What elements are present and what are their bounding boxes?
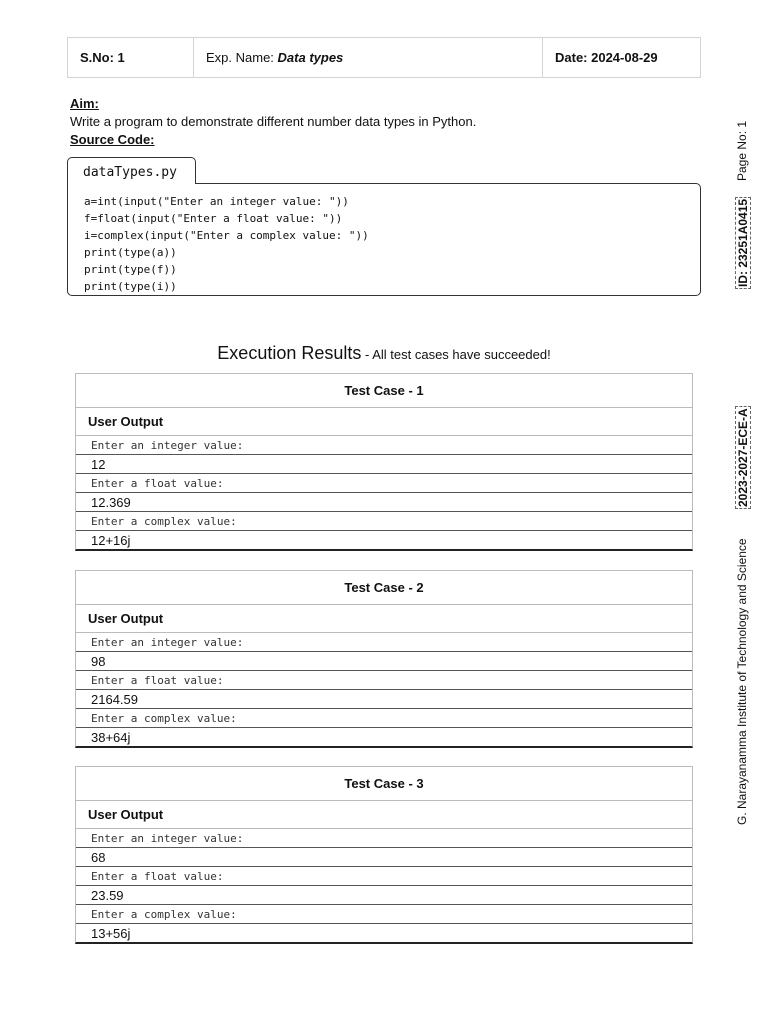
test-case-title: Test Case - 1 [76,374,692,408]
institute-name: G. Narayanamma Institute of Technology and Science [735,538,749,825]
user-output-label: User Output [76,408,692,436]
batch-label: 2023-2027-ECE-A [736,408,750,507]
results-status-text: - All test cases have succeeded! [361,347,551,362]
experiment-name-value: Data types [277,50,344,65]
output-prompt: Enter an integer value: [76,436,692,455]
output-prompt: Enter a float value: [76,474,692,493]
code-line: print(type(f)) [84,263,177,276]
output-prompt: Enter a float value: [76,671,692,690]
aim-heading: Aim: [70,96,99,111]
experiment-date: Date: 2024-08-29 [555,50,658,65]
side-footer [733,0,753,1024]
code-line: print(type(a)) [84,246,177,259]
output-prompt: Enter a complex value: [76,905,692,924]
execution-results-title [0,343,768,364]
test-case-title: Test Case - 2 [76,571,692,605]
output-value: 23.59 [76,886,692,905]
source-code-heading: Source Code: [70,132,155,147]
output-value: 12.369 [76,493,692,512]
results-title-text: Execution Results [217,343,362,363]
output-prompt: Enter an integer value: [76,633,692,652]
experiment-name [194,38,543,77]
page-number: Page No: 1 [735,120,749,181]
output-value: 13+56j [91,925,131,941]
test-case-1 [75,373,693,551]
code-line: f=float(input("Enter a float value: ")) [84,212,343,225]
output-value: 12+16j [91,532,131,548]
output-value: 68 [76,848,692,867]
output-value: 38+64j [91,729,131,745]
test-case-title: Test Case - 3 [76,767,692,801]
aim-text: Write a program to demonstrate different number data types in Python. [70,114,477,129]
output-prompt: Enter a float value: [76,867,692,886]
user-output-label: User Output [76,605,692,633]
code-line: i=complex(input("Enter a complex value: ")) [84,229,369,242]
experiment-name-label: Exp. Name: [206,50,278,65]
test-case-3 [75,766,693,944]
code-line: a=int(input("Enter an integer value: ")) [84,195,349,208]
user-output-label: User Output [76,801,692,829]
output-value: 98 [76,652,692,671]
test-case-2 [75,570,693,748]
output-prompt: Enter an integer value: [76,829,692,848]
source-file-tab: dataTypes.py [67,157,196,184]
student-id: ID: 23251A0415 [736,198,750,287]
output-value: 12 [76,455,692,474]
output-prompt: Enter a complex value: [76,709,692,728]
serial-number: S.No: 1 [68,38,194,77]
code-line: print(type(i)) [84,280,177,293]
experiment-header [67,37,701,78]
output-prompt: Enter a complex value: [76,512,692,531]
output-value: 2164.59 [76,690,692,709]
source-code-box [67,183,701,296]
